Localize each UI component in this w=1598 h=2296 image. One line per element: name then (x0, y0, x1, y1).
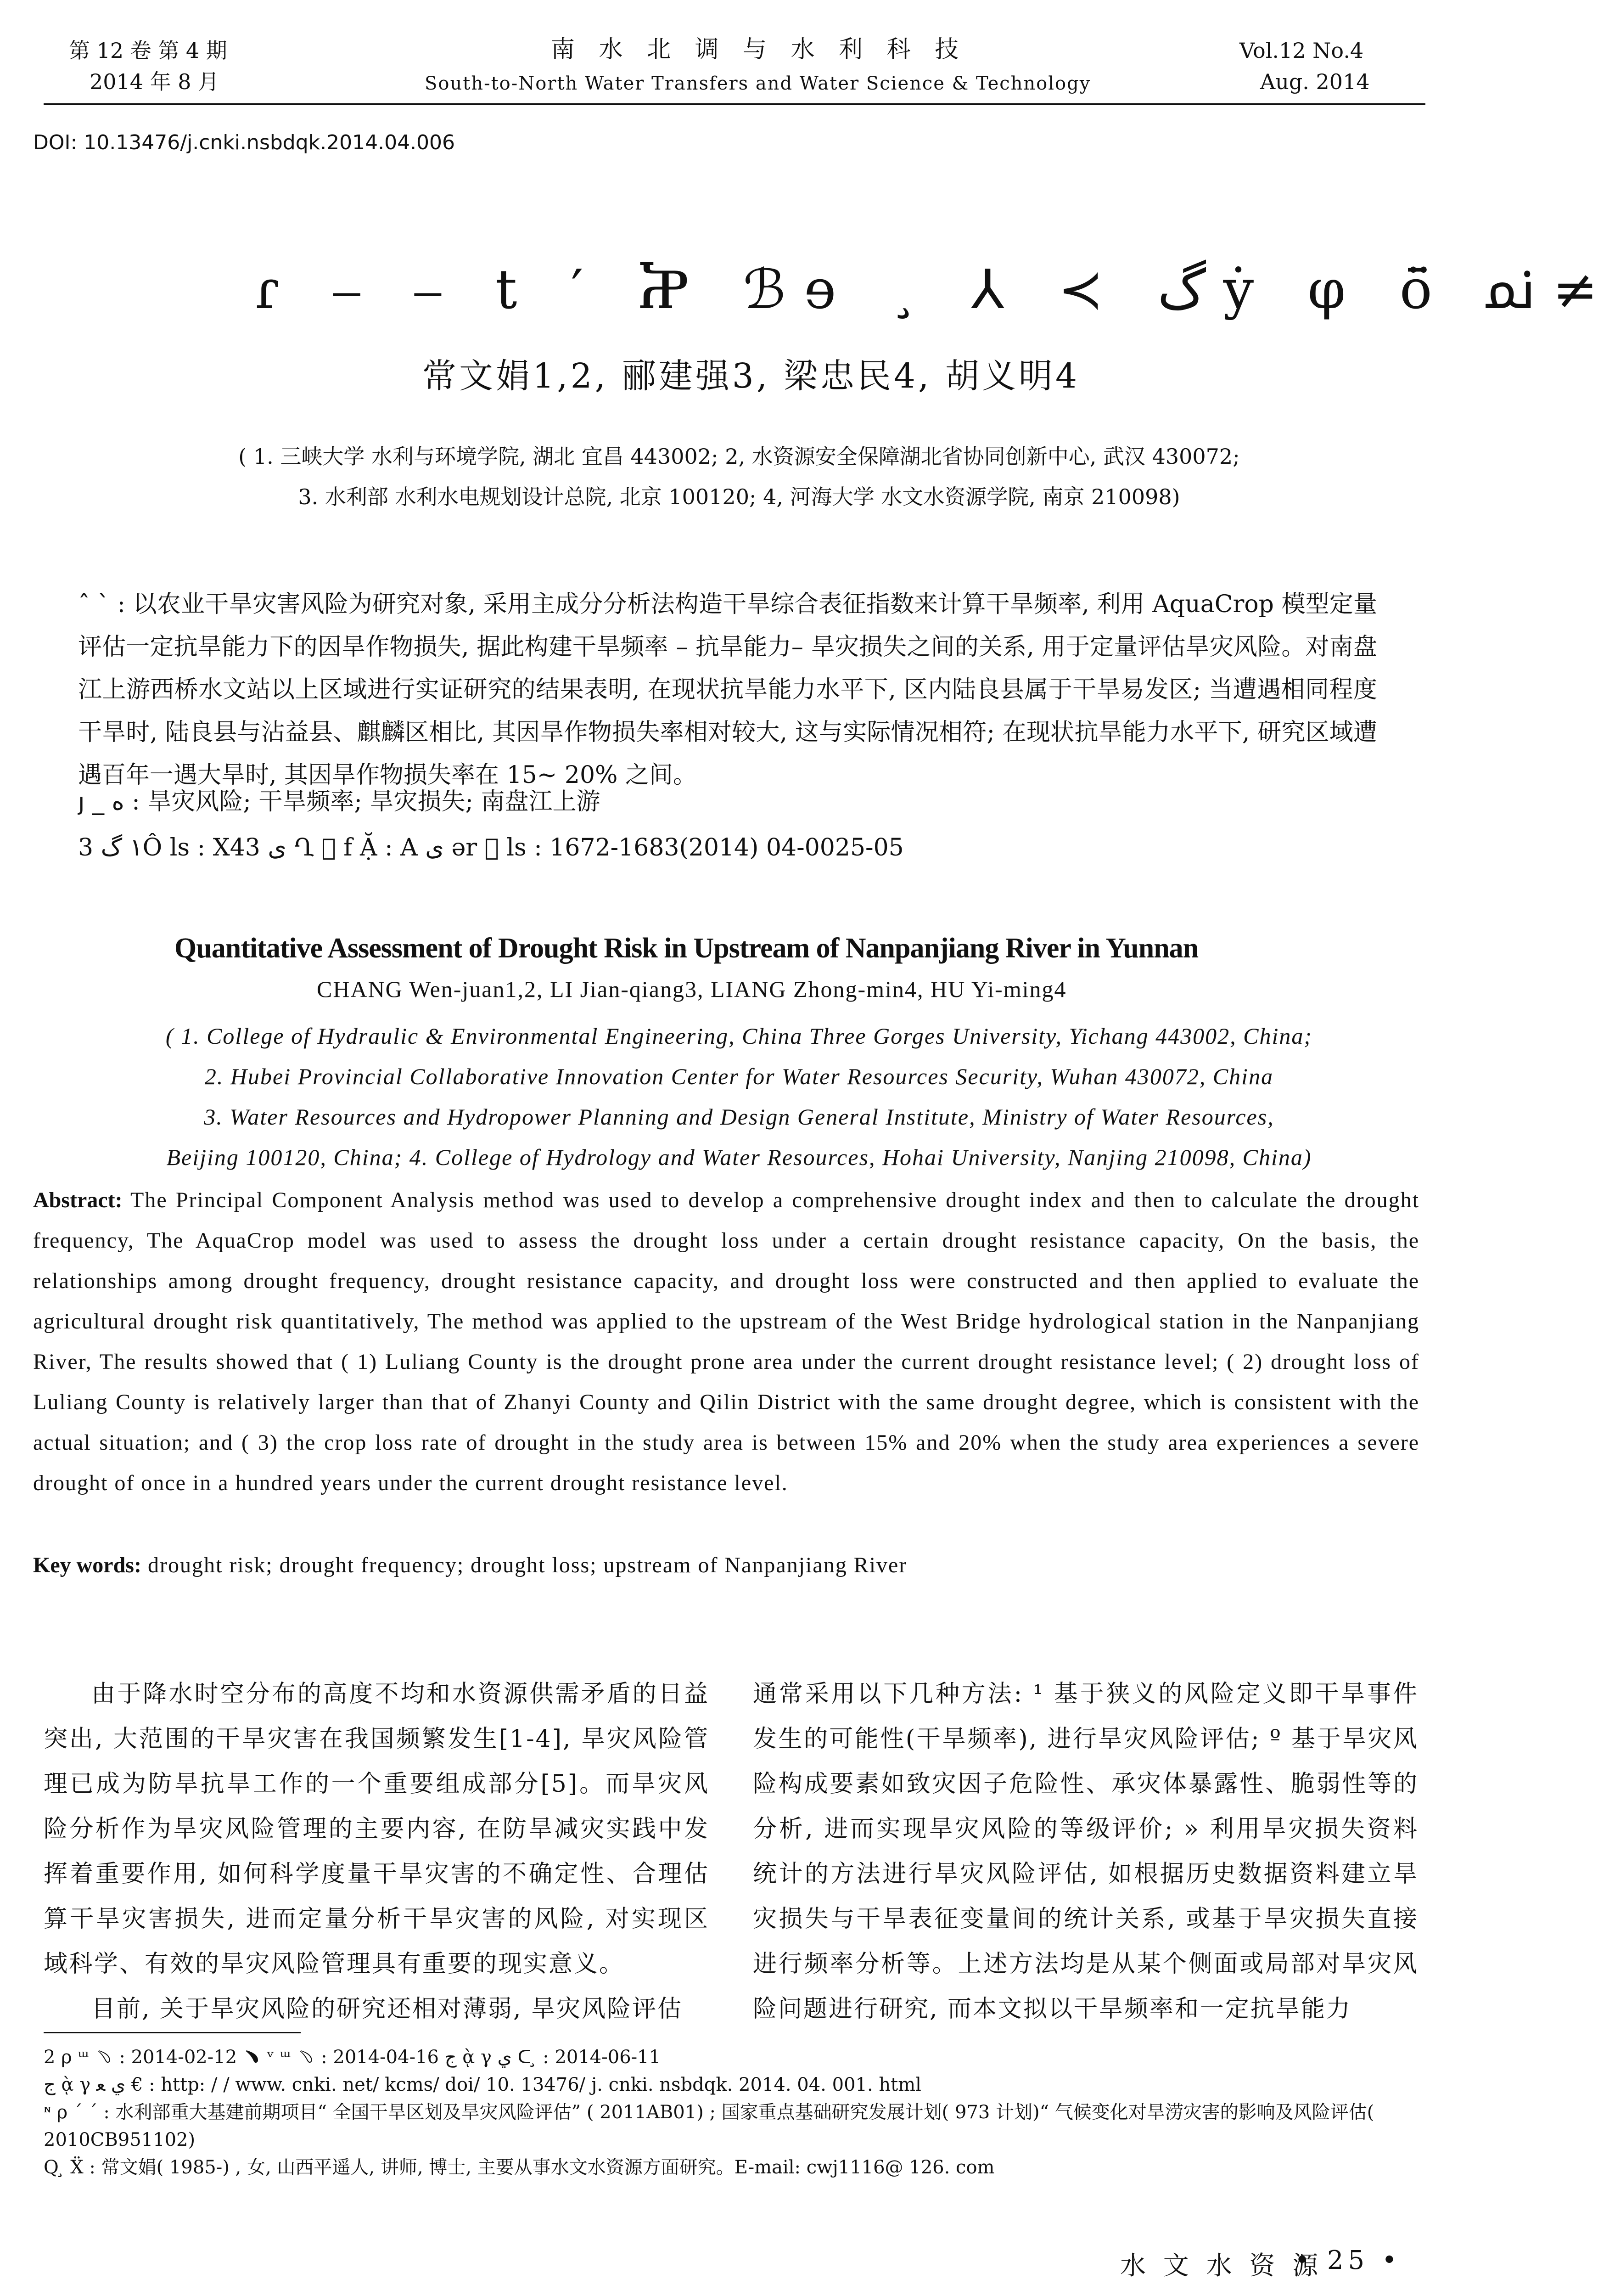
body-paragraph: 目前, 关于旱灾风险的研究还相对薄弱, 旱灾风险评估 (91, 1995, 683, 2023)
cn-keywords-text: : 旱灾风险; 干旱频率; 旱灾损失; 南盘江上游 (132, 788, 600, 816)
header-rule (44, 103, 1425, 105)
body-paragraph: 通常采用以下几种方法: ¹ 基于狭义的风险定义即干旱事件发生的可能性(干旱频率), 进行旱灾风险评估; º 基于旱灾风险构成要素如致灾因子危险性、承灾体暴露性、脆弱性等的分析, 进而实现旱灾风险的等级评价; » 利用旱灾损失资料统计的方法进行旱灾风险评估, 如根据历史数据资料建立旱灾损失与干旱表征变量间的统计关系, 或基于旱灾损失直接进行频率分析等。上述方法均是从某个侧面或局部对旱灾风险问题进行研究, 而本文拟以干旱频率和一定抗旱能力 (753, 1680, 1419, 2023)
cn-title: ɾ ⎯ ⎯ t ′ Ⴟ ℬɘ ¸ ⅄ ≺ گ ẏ φ ō̈ ﳕ ≠ (255, 258, 1598, 321)
footnote-funding: ᶰ ρ ˊ ˊ : 水利部重大基建前期项目“ 全国干旱区划及旱灾风险评估” ( 2011AB01) ; 国家重点基础研究发展计划( 973 计划)“ 气候变化对旱涝灾害的影响及风险评估( 2010CB951102) (44, 2102, 1374, 2150)
cn-affiliation-line: 3. 水利部 水利水电规划设计总院, 北京 100120; 4, 河海大学 水文水资源学院, 南京 210098) (298, 484, 1180, 509)
footnote-author: Q ̧ Ẍ : 常文娟( 1985-) , 女, 山西平遥人, 讲师, 博士, 主要从事水文水资源方面研究。E-mail: cwj1116@ 126. com (44, 2157, 995, 2178)
en-keywords-label: Key words: (33, 1553, 141, 1577)
en-affiliation (37, 1016, 1441, 1177)
footnote-rule (44, 2032, 301, 2033)
body-left-column (44, 1671, 709, 2032)
cn-keywords-label: ȷ _ ﻩ (78, 788, 124, 816)
header-volume-cn: 第 12 卷 第 4 期 (69, 38, 227, 63)
en-affiliation-line: 2. Hubei Provincial Collaborative Innovation Center for Water Resources Security, Wuhan 430072, China (204, 1064, 1274, 1089)
en-abstract-label: Abstract: (33, 1188, 123, 1212)
cn-abstract-text: : 以农业干旱灾害风险为研究对象, 采用主成分分析法构造干旱综合表征指数来计算干旱频率, 利用 AquaCrop 模型定量评估一定抗旱能力下的因旱作物损失, 据此构建干旱频率 – 抗旱能力– 旱灾损失之间的关系, 用于定量评估旱灾风险。对南盘江上游西桥水文站以上区域进行实证研究的结果表明, 在现状抗旱能力水平下, 区内陆良县属于干旱易发区; 当遭遇相同程度干旱时, 陆良县与沾益县、麒麟区相比, 其因旱作物损失率相对较大, 这与实际情况相符; 在现状抗旱能力水平下, 研究区域遭遇百年一遇大旱时, 其因旱作物损失率在 15~ 20% 之间。 (78, 591, 1378, 789)
footer-page-number: • 25 • (1295, 2245, 1402, 2275)
footnotes (44, 2043, 1416, 2181)
en-affiliation-line: ( 1. College of Hydraulic & Environmental Engineering, China Three Gorges University, Yichang 443002, China; (165, 1023, 1313, 1049)
en-title: Quantitative Assessment of Drought Risk in Upstream of Nanpanjiang River in Yunnan (174, 933, 1199, 964)
cn-classification: 3 ١ گÔ ls : X43 ى Ղ ⃞ f Ặ : A ى ər ⃞ ls : 1672-1683(2014) 04-0025-05 (78, 834, 904, 861)
header-date-en: Aug. 2014 (1260, 69, 1370, 94)
body-right-column (753, 1671, 1419, 2032)
header-journal-en: South-to-North Water Transfers and Water Science & Technology (425, 73, 1091, 94)
cn-abstract-label: ˆ ˋ (78, 591, 110, 618)
cn-keywords (78, 781, 1377, 823)
header-date-cn: 2014 年 8 月 (90, 69, 219, 94)
en-keywords (33, 1545, 1419, 1586)
header-volume-en: Vol.12 No.4 (1239, 38, 1364, 63)
en-affiliation-line: Beijing 100120, China; 4. College of Hydrology and Water Resources, Hohai University, Nanjing 210098, China) (166, 1144, 1312, 1170)
cn-abstract (78, 583, 1377, 797)
cn-authors: 常文娟1,2, 郦建强3, 梁忠民4, 胡义明4 (422, 356, 1080, 396)
en-abstract (33, 1180, 1419, 1503)
body-paragraph: 由于降水时空分布的高度不均和水资源供需矛盾的日益突出, 大范围的干旱灾害在我国频繁发生[1-4], 旱灾风险管理已成为防旱抗旱工作的一个重要组成部分[5]。而旱灾风险分析作为旱灾风险管理的主要内容, 在防旱减灾实践中发挥着重要作用, 如何科学度量干旱灾害的不确定性、合理估算干旱灾害损失, 进而定量分析干旱灾害的风险, 对实现区域科学、有效的旱灾风险管理具有重要的现实意义。 (44, 1680, 709, 1978)
en-abstract-text: The Principal Component Analysis method was used to develop a comprehensive drought index and then to calculate the drought frequency, The AquaCrop model was used to assess the drought loss under a certain drought resistance capacity, On the basis, the relationships among drought frequency, drought resistance capacity, and drought loss were constructed and then applied to evaluate the agricultural drought risk quantitatively, The method was applied to the upstream of the West Bridge hydrological station in the Nanpanjiang River, The results showed that ( 1) Luliang County is the drought prone area under the current drought resistance level; ( 2) drought loss of Luliang County is relatively larger than that of Zhanyi County and Qilin District with the same drought degree, which is consistent with the actual situation; and ( 3) the crop loss rate of drought in the study area is between 15% and 20% when the study area experiences a severe drought of once in a hundred years under the current drought resistance level. (33, 1188, 1419, 1495)
cn-affiliation-line: ( 1. 三峡大学 水利与环境学院, 湖北 宜昌 443002; 2, 水资源安全保障湖北省协同创新中心, 武汉 430072; (238, 444, 1240, 469)
en-authors: CHANG Wen-juan1,2, LI Jian-qiang3, LIANG Zhong-min4, HU Yi-ming4 (317, 976, 1067, 1002)
footer-section: 水 文 水 资 源 (1120, 2251, 1323, 2281)
header-journal-cn: 南 水 北 调 与 水 利 科 技 (551, 36, 967, 63)
doi: DOI: 10.13476/j.cnki.nsbdqk.2014.04.006 (33, 131, 455, 154)
cn-affiliation (92, 436, 1386, 517)
en-keywords-text: drought risk; drought frequency; drought loss; upstream of Nanpanjiang River (141, 1553, 908, 1577)
footnote-url: ج ᾲ γ ي ﻌ € : http: / / www. cnki. net/ kcms/ doi/ 10. 13476/ j. cnki. nsbdqk. 2014. 04. 001. html (44, 2074, 921, 2095)
en-affiliation-line: 3. Water Resources and Hydropower Planning and Design General Institute, Ministry of Water Resources, (204, 1104, 1274, 1130)
footnote-dates: 2 ρ ᵚ ﹆ : 2014-02-12 ﹅ ᵛ ᵚ ﹆ : 2014-04-16 ج ᾲ γ ي ᑕ ̧ : 2014-06-11 (44, 2047, 661, 2068)
